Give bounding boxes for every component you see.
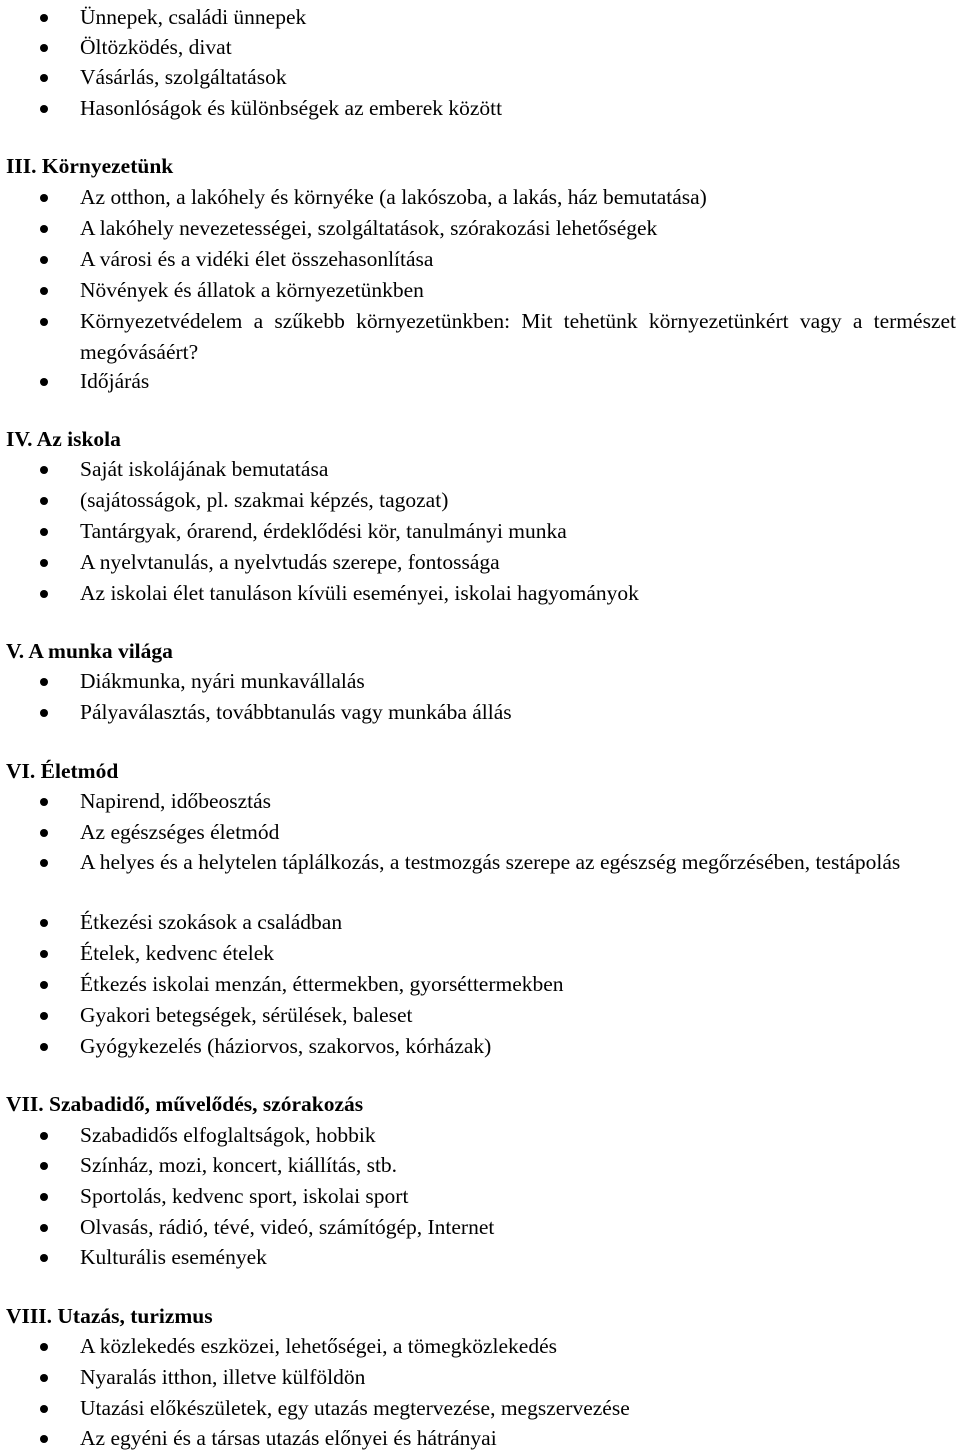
bullet-icon <box>40 981 48 989</box>
list-item-text: Az egyéni és a társas utazás előnyei és hátrányai <box>80 1426 497 1450</box>
bullet-icon <box>40 497 48 505</box>
bullet-icon <box>40 950 48 958</box>
bullet-icon <box>40 287 48 295</box>
section-heading: III. Környezetünk <box>6 154 174 178</box>
bullet-icon <box>40 1343 48 1351</box>
section-heading: V. A munka világa <box>6 639 173 663</box>
bullet-icon <box>40 378 48 386</box>
list-item-text: Tantárgyak, órarend, érdeklődési kör, tanulmányi munka <box>80 519 567 543</box>
list-item-text: Napirend, időbeosztás <box>80 789 272 813</box>
list-item-text: Öltözködés, divat <box>80 35 232 59</box>
list-item-text: Olvasás, rádió, tévé, videó, számítógép, Internet <box>80 1215 495 1239</box>
list-item-text: (sajátosságok, pl. szakmai képzés, tagozat) <box>80 488 449 512</box>
bullet-icon <box>40 44 48 52</box>
list-item-text: Étkezési szokások a családban <box>80 910 343 934</box>
list-item-text: Az egészséges életmód <box>80 820 280 844</box>
section-heading: IV. Az iskola <box>6 427 121 451</box>
bullet-icon <box>40 1043 48 1051</box>
bullet-icon <box>40 1132 48 1140</box>
list-item-text: A lakóhely nevezetességei, szolgáltatások, szórakozási lehetőségek <box>80 216 658 240</box>
list-item-text: A nyelvtanulás, a nyelvtudás szerepe, fontossága <box>80 550 500 574</box>
bullet-icon <box>40 859 48 867</box>
section-heading: VIII. Utazás, turizmus <box>6 1304 213 1328</box>
list-item-text: Kulturális események <box>80 1245 267 1269</box>
list-item-text: Szabadidős elfoglaltságok, hobbik <box>80 1123 376 1147</box>
bullet-icon <box>40 194 48 202</box>
list-item-text: Ünnepek, családi ünnepek <box>80 5 307 29</box>
list-item-text: Gyógykezelés (háziorvos, szakorvos, kórházak) <box>80 1034 492 1058</box>
list-item-text: Nyaralás itthon, illetve külföldön <box>80 1365 366 1389</box>
bullet-icon <box>40 1254 48 1262</box>
bullet-icon <box>40 1193 48 1201</box>
bullet-icon <box>40 1374 48 1382</box>
list-item-text: Környezetvédelem a szűkebb környezetünkben: Mit tehetünk környezetünkért vagy a természet megóvásáért? <box>80 309 956 364</box>
bullet-icon <box>40 709 48 717</box>
bullet-icon <box>40 14 48 22</box>
bullet-icon <box>40 1405 48 1413</box>
list-item-text: A városi és a vidéki élet összehasonlítása <box>80 247 434 271</box>
list-item-text: Utazási előkészületek, egy utazás megtervezése, megszervezése <box>80 1396 630 1420</box>
bullet-icon <box>40 318 48 326</box>
list-item-text: Pályaválasztás, továbbtanulás vagy munkába állás <box>80 700 512 724</box>
bullet-icon <box>40 919 48 927</box>
list-item-text: Időjárás <box>80 369 150 393</box>
list-item-text: Ételek, kedvenc ételek <box>80 941 274 965</box>
section-heading: VII. Szabadidő, művelődés, szórakozás <box>6 1092 364 1116</box>
list-item-text: Színház, mozi, koncert, kiállítás, stb. <box>80 1153 398 1177</box>
bullet-icon <box>40 678 48 686</box>
bullet-icon <box>40 798 48 806</box>
section-heading: VI. Életmód <box>6 759 119 783</box>
bullet-icon <box>40 829 48 837</box>
bullet-icon <box>40 559 48 567</box>
list-item-text: A helyes és a helytelen táplálkozás, a testmozgás szerepe az egészség megőrzésében, testápolás <box>80 850 901 874</box>
list-item-text: Diákmunka, nyári munkavállalás <box>80 669 365 693</box>
list-item-text: Vásárlás, szolgáltatások <box>80 65 287 89</box>
bullet-icon <box>40 256 48 264</box>
bullet-icon <box>40 590 48 598</box>
list-item-text: Gyakori betegségek, sérülések, baleset <box>80 1003 413 1027</box>
list-item-text: Hasonlóságok és különbségek az emberek között <box>80 96 503 120</box>
bullet-icon <box>40 74 48 82</box>
list-item-text: Étkezés iskolai menzán, éttermekben, gyorséttermekben <box>80 972 564 996</box>
list-item-text: Sportolás, kedvenc sport, iskolai sport <box>80 1184 409 1208</box>
bullet-icon <box>40 1162 48 1170</box>
bullet-icon <box>40 1224 48 1232</box>
list-item-text: Saját iskolájának bemutatása <box>80 457 329 481</box>
list-item-text: A közlekedés eszközei, lehetőségei, a tömegközlekedés <box>80 1334 557 1358</box>
bullet-icon <box>40 225 48 233</box>
list-item-text: Növények és állatok a környezetünkben <box>80 278 424 302</box>
bullet-icon <box>40 1435 48 1443</box>
bullet-icon <box>40 1012 48 1020</box>
bullet-icon <box>40 528 48 536</box>
list-item-text: Az otthon, a lakóhely és környéke (a lakószoba, a lakás, ház bemutatása) <box>80 185 707 209</box>
bullet-icon <box>40 466 48 474</box>
list-item-text: Az iskolai élet tanuláson kívüli eseményei, iskolai hagyományok <box>80 581 639 605</box>
bullet-icon <box>40 105 48 113</box>
